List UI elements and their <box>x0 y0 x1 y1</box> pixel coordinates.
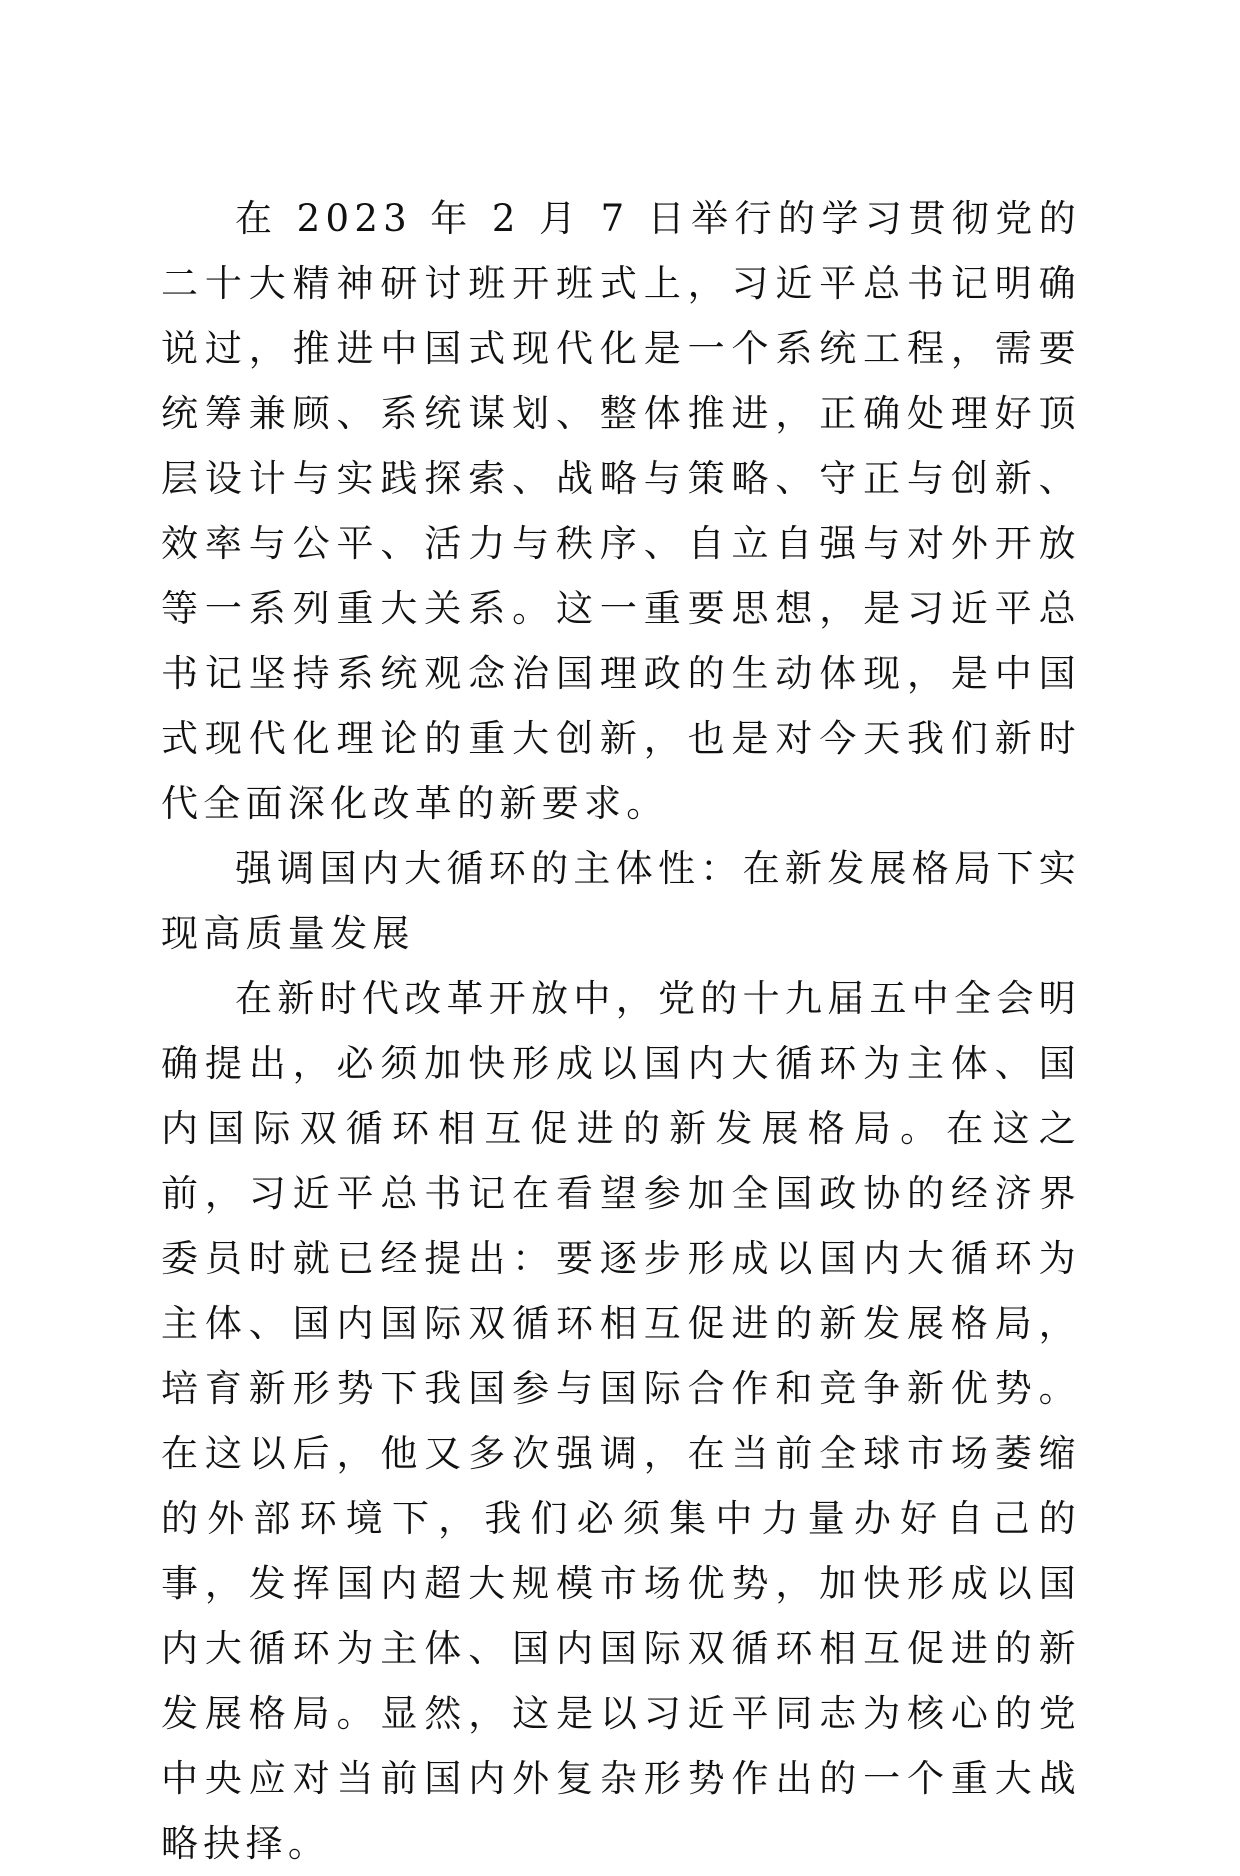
document-body <box>161 186 1081 1876</box>
paragraph-new-development-pattern: 在新时代改革开放中，党的十九届五中全会明确提出，必须加快形成以国内大循环为主体、国内国际双循环相互促进的新发展格局。在这之前，习近平总书记在看望参加全国政协的经济界委员时就已经提出：要逐步形成以国内大循环为主体、国内国际双循环相互促进的新发展格局，培育新形势下我国参与国际合作和竞争新优势。在这以后，他又多次强调，在当前全球市场萎缩的外部环境下，我们必须集中力量办好自己的事，发挥国内超大规模市场优势，加快形成以国内大循环为主体、国内国际双循环相互促进的新发展格局。显然，这是以习近平同志为核心的党中央应对当前国内外复杂形势作出的一个重大战略抉择。 <box>161 977 1081 1865</box>
paragraph-heading: 强调国内大循环的主体性：在新发展格局下实现高质量发展 <box>161 847 1081 955</box>
paragraph-intro: 在 2023 年 2 月 7 日举行的学习贯彻党的二十大精神研讨班开班式上，习近平总书记明确说过，推进中国式现代化是一个系统工程，需要统筹兼顾、系统谋划、整体推进，正确处理好顶层设计与实践探索、战略与策略、守正与创新、效率与公平、活力与秩序、自立自强与对外开放等一系列重大关系。这一重要思想，是习近平总书记坚持系统观念治国理政的生动体现，是中国式现代化理论的重大创新，也是对今天我们新时代全面深化改革的新要求。 <box>161 197 1081 825</box>
